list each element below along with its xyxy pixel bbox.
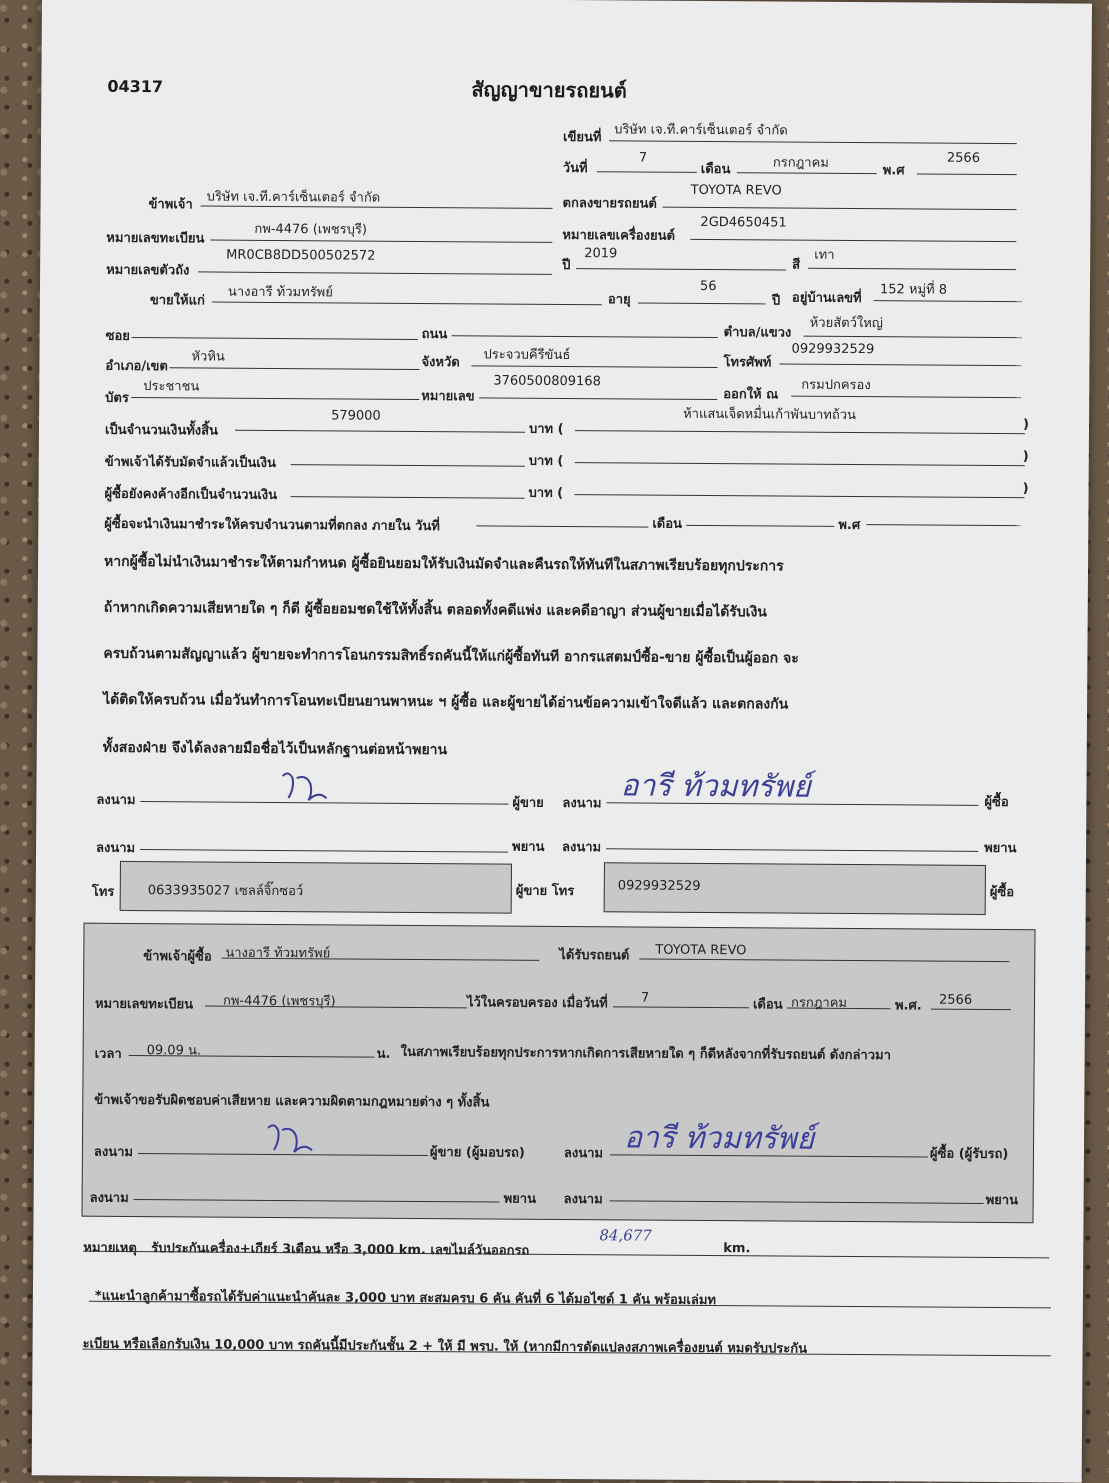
total-text-value: ห้าแสนเจ็ดหมื่นเก้าพันบาทถ้วน	[683, 406, 857, 424]
receipt-time-unit: น.	[376, 1046, 391, 1062]
witness1-sign-label: ลงนาม	[96, 840, 136, 857]
seller-tel-role: ผู้ขาย โทร	[515, 883, 575, 900]
deposit-line	[291, 464, 525, 467]
reg-label: หมายเลขทะเบียน	[106, 230, 205, 247]
receipt-received-label: ได้รับรถยนต์	[559, 947, 630, 964]
district-label: อำเภอ/เขต	[105, 358, 168, 375]
remaining-line	[291, 496, 525, 499]
total-label: เป็นจำนวนเงินทั้งสิ้น	[104, 422, 219, 439]
remark-label: หมายเหตุ	[83, 1240, 137, 1257]
color-line	[808, 268, 1016, 270]
receipt-car: TOYOTA REVO	[655, 942, 747, 959]
soi-line	[132, 337, 418, 340]
deposit-label: ข้าพเจ้าได้รับมัดจำแล้วเป็นเงิน	[104, 454, 276, 471]
day-value: 7	[638, 150, 648, 166]
receipt-me-label: ข้าพเจ้าผู้ซื้อ	[143, 949, 212, 965]
due-label: ผู้ซื้อจะนำเงินมาชำระให้ครบจำนวนตามที่ตกลง ภายใน วันที่	[104, 516, 440, 535]
phone-line	[779, 363, 1021, 366]
soi-label: ซอย	[105, 328, 130, 344]
total-close-paren: )	[1022, 417, 1030, 433]
deposit-baht-label: บาท (	[528, 453, 564, 469]
written-at-value: บริษัท เจ.ที.คาร์เซ็นเตอร์ จำกัด	[614, 122, 788, 139]
phone-value: 0929932529	[791, 341, 875, 358]
referral-line-1: *แนะนำลูกค้ามาซื้อรถได้รับค่าแนะนำคันละ 3,000 บาท สะสมครบ 6 คัน คันที่ 6 ได้มอไซด์ 1 คัน พร้อมเล่มท	[94, 1288, 717, 1309]
year-label: พ.ศ	[882, 163, 905, 179]
receipt-box	[81, 923, 1035, 1224]
district-line	[169, 367, 419, 370]
deposit-text-line	[575, 462, 1025, 466]
buyer-name-line	[212, 302, 602, 306]
month-label: เดือน	[700, 161, 731, 178]
subdistrict-label: ตำบล/แขวง	[723, 325, 792, 341]
witness2-role: พยาน	[984, 840, 1017, 857]
receipt-month: กรกฎาคม	[790, 995, 848, 1011]
witness2-sign-label: ลงนาม	[562, 839, 602, 856]
card-label: บัตร	[105, 390, 129, 406]
seller-signature-mark	[274, 768, 334, 804]
color-label: สี	[792, 257, 801, 273]
receipt-buyer-sign-label: ลงนาม	[563, 1146, 604, 1162]
agree-line	[663, 207, 1017, 210]
id-number-label: หมายเลข	[421, 388, 475, 405]
receipt-witness2-label: ลงนาม	[563, 1192, 603, 1208]
phone-label: โทรศัพท์	[723, 355, 772, 371]
seller-sign-label: ลงนาม	[96, 792, 136, 809]
receipt-seller-sign-label: ลงนาม	[93, 1144, 134, 1160]
receipt-day: 7	[640, 990, 650, 1006]
contract-paper	[32, 0, 1092, 1483]
reg-line	[210, 240, 552, 243]
due-month-label: เดือน	[652, 516, 682, 532]
buyer-sign-label: ลงนาม	[562, 795, 602, 812]
written-at-line	[609, 140, 1017, 144]
seller-label: ข้าพเจ้า	[148, 197, 193, 213]
engine-value: 2GD4650451	[700, 214, 787, 231]
agree-label: ตกลงขายรถยนต์	[562, 195, 657, 212]
seller-tel-value: 0633935027 เซลล์จิ๊กซอว์	[147, 883, 304, 900]
seller-tel-label: โทร	[91, 884, 115, 900]
mileage-unit: km.	[723, 1241, 751, 1257]
receipt-witness1-role: พยาน	[503, 1191, 537, 1207]
deposit-close-paren: )	[1022, 449, 1029, 465]
receipt-buyer-signature: อารี ท้วมทรัพย์	[623, 1120, 815, 1157]
total-baht-label: บาท (	[528, 421, 564, 437]
remaining-label: ผู้ซื้อยังคงค้างอีกเป็นจำนวนเงิน	[104, 486, 278, 503]
due-year-label: พ.ศ	[838, 517, 861, 534]
house-value: 152 หมู่ที่ 8	[879, 282, 948, 298]
year-line	[917, 173, 1017, 175]
buyer-role: ผู้ซื้อ	[984, 794, 1009, 811]
receipt-reg-label: หมายเลขทะเบียน	[94, 996, 194, 1013]
due-year-line	[866, 524, 1020, 526]
house-label: อยู่บ้านเลขที่	[791, 290, 862, 307]
remaining-baht-label: บาท (	[528, 485, 564, 501]
engine-label: หมายเลขเครื่องยนต์	[562, 227, 675, 244]
chassis-value: MR0CB8DD500502572	[226, 247, 376, 264]
subdistrict-value: ห้วยสัตว์ใหญ่	[809, 315, 883, 332]
due-day-line	[476, 525, 648, 527]
issued-value: กรมปกครอง	[801, 377, 871, 394]
sell-to-label: ขายให้แก่	[149, 293, 205, 309]
receipt-witness2-role: พยาน	[985, 1192, 1019, 1209]
house-line	[874, 300, 1022, 302]
vehicle-year-value: 2019	[584, 246, 618, 262]
written-at-label: เขียนที่	[562, 129, 602, 146]
date-label: วันที่	[562, 160, 588, 177]
buyer-name: นางอารี ท้วมทรัพย์	[227, 284, 333, 301]
receipt-seller-role: ผู้ขาย (ผู้มอบรถ)	[429, 1145, 525, 1161]
id-number-value: 3760500809168	[493, 373, 601, 390]
card-line	[131, 397, 419, 400]
province-line	[471, 365, 717, 368]
day-line	[597, 171, 697, 173]
issued-label: ออกให้ ณ	[723, 387, 779, 403]
receipt-year-label: พ.ศ.	[894, 998, 922, 1014]
term-line-1: หากผู้ซื้อไม่นำเงินมาชำระให้ตามกำหนด ผู้ซื้อยินยอมให้รับเงินมัดจำและคืนรถให้ทันทีในสภาพเรียบร้อยทุกประการ	[104, 553, 784, 575]
age-label: อายุ	[607, 292, 631, 308]
age-line	[638, 303, 766, 305]
receipt-possess-label: ไว้ในครอบครอง เมื่อวันที่	[466, 995, 608, 1012]
receipt-month-label: เดือน	[752, 997, 783, 1013]
receipt-seller-signature-mark	[260, 1120, 320, 1156]
term-line-2: ถ้าหากเกิดความเสียหายใด ๆ ก็ดี ผู้ซื้อยอมชดใช้ให้ทั้งสิ้น ตลอดทั้งคดีแพ่ง และคดีอาญา ส่วนผู้ขายเมื่อได้รับเงิน	[103, 599, 767, 621]
receipt-witness1-label: ลงนาม	[89, 1190, 129, 1206]
witness1-sign-line	[140, 849, 508, 853]
subdistrict-line	[804, 336, 1022, 339]
remaining-close-paren: )	[1022, 481, 1029, 497]
receipt-time: 09.09 น.	[146, 1043, 202, 1059]
receipt-reg: กพ-4476 (เพชรบุรี)	[222, 993, 336, 1010]
remaining-text-line	[575, 494, 1025, 498]
car-model: TOYOTA REVO	[690, 182, 782, 199]
vehicle-year-label: ปี	[562, 257, 571, 274]
card-value: ประชาชน	[143, 379, 200, 395]
issued-line	[791, 396, 1021, 399]
document-title: สัญญาขายรถยนต์	[471, 77, 627, 103]
total-value: 579000	[331, 408, 381, 424]
buyer-tel-value: 0929932529	[617, 878, 701, 894]
district-value: หัวหิน	[191, 349, 225, 365]
vehicle-year-line	[576, 268, 786, 270]
province-value: ประจวบคีรีขันธ์	[483, 347, 571, 364]
seller-role: ผู้ขาย	[512, 795, 544, 811]
witness2-sign-line	[606, 848, 978, 852]
chassis-label: หมายเลขตัวถัง	[106, 262, 190, 279]
mileage-value: 84,677	[599, 1226, 652, 1245]
document-number: 04317	[107, 76, 164, 97]
road-line	[452, 335, 718, 338]
year-value: 2566	[946, 150, 981, 166]
term-line-5: ทั้งสองฝ่าย จึงได้ลงลายมือชื่อไว้เป็นหลักฐานต่อหน้าพยาน	[102, 739, 448, 759]
age-unit: ปี	[771, 293, 781, 309]
term-line-3: ครบถ้วนตามสัญญาแล้ว ผู้ขายจะทำการโอนกรรมสิทธิ์รถคันนี้ให้แก่ผู้ซื้อทันที อากรแสตมป์ซื้อ-ขาย ผู้ซื้อเป็นผู้ออก จะ	[103, 645, 799, 667]
chassis-line	[198, 271, 552, 274]
road-label: ถนน	[421, 326, 448, 343]
witness1-role: พยาน	[512, 839, 545, 855]
total-line	[235, 430, 525, 433]
color-value: เทา	[814, 247, 835, 263]
receipt-condition: ในสภาพเรียบร้อยทุกประการหากเกิดการเสียหายใด ๆ ก็ดีหลังจากที่รับรถยนต์ ดังกล่าวมา	[400, 1044, 891, 1064]
total-text-line	[575, 430, 1025, 434]
due-month-line	[686, 525, 834, 527]
referral-line-2: ะเบียน หรือเลือกรับเงิน 10,000 บาท รถคันนี้มีประกันชั้น 2 + ให้ มี พรบ. ให้ (หากมีการดัดแปลงสภาพเครื่องยนต์ หมดรับประกัน	[82, 1336, 808, 1357]
term-line-4: ได้ติดให้ครบถ้วน เมื่อวันทำการโอนทะเบียนยานพาหนะ ฯ ผู้ซื้อ และผู้ขายได้อ่านข้อความเข้าใจดีแล้ว และตกลงกัน	[103, 691, 789, 713]
engine-line	[690, 239, 1016, 242]
receipt-year: 2566	[938, 992, 973, 1008]
receipt-responsibility: ข้าพเจ้าขอรับผิดชอบค่าเสียหาย และความผิดตามกฎหมายต่าง ๆ ทั้งสิ้น	[94, 1092, 490, 1111]
buyer-signature: อารี ท้วมทรัพย์	[620, 768, 811, 805]
seller-name: บริษัท เจ.ที.คาร์เซ็นเตอร์ จำกัด	[206, 189, 381, 206]
receipt-buyer: นางอารี ท้วมทรัพย์	[225, 945, 331, 962]
month-value: กรกฎาคม	[772, 155, 829, 171]
receipt-time-label: เวลา	[94, 1046, 122, 1062]
id-number-line	[479, 397, 717, 400]
receipt-buyer-role: ผู้ซื้อ (ผู้รับรถ)	[929, 1146, 1009, 1163]
reg-value: กพ-4476 (เพชรบุรี)	[254, 221, 367, 238]
age-value: 56	[699, 278, 717, 295]
province-label: จังหวัด	[421, 354, 460, 371]
buyer-tel-role: ผู้ซื้อ	[989, 884, 1015, 901]
remark-text: รับประกันเครื่อง+เกียร์ 3เดือน หรือ 3,000 km. เลขไมล์วันออกรถ	[151, 1241, 530, 1259]
